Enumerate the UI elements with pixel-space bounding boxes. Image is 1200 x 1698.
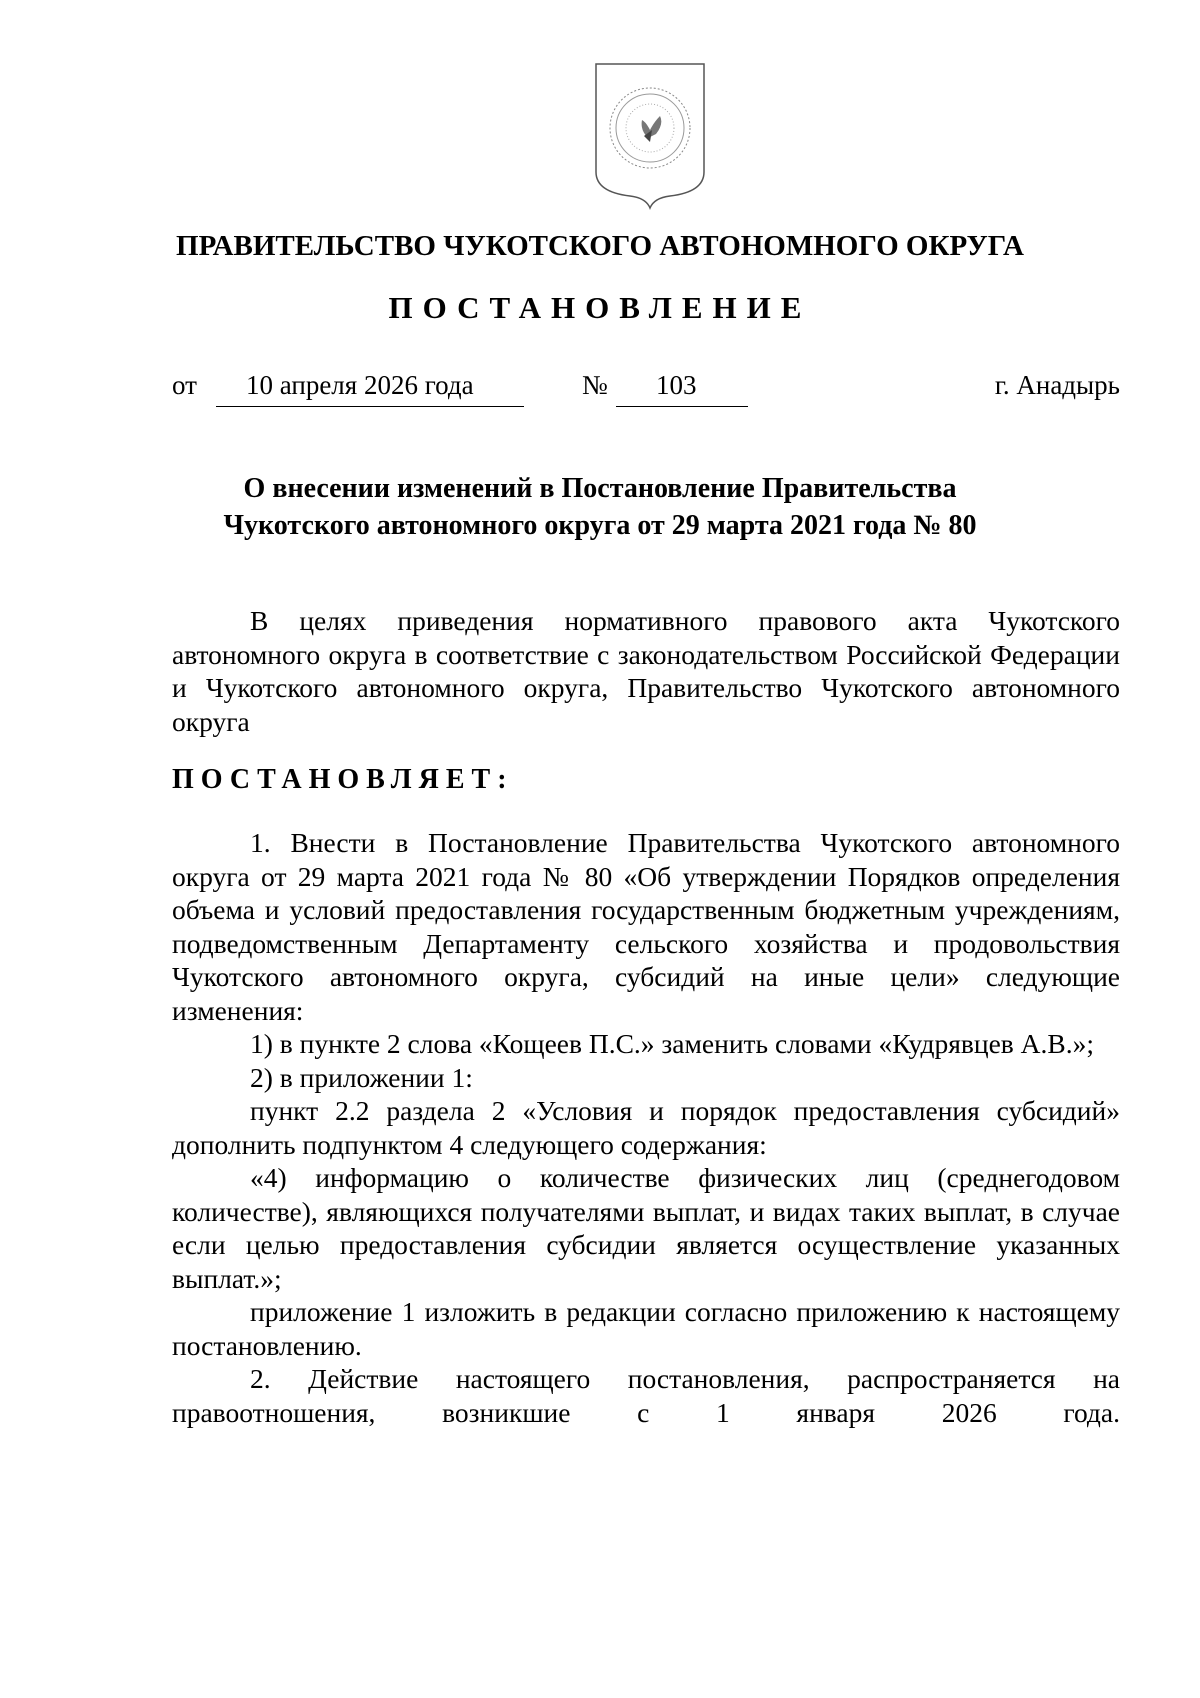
document-meta-row <box>172 370 1120 410</box>
preamble-block <box>172 604 1120 738</box>
preamble-paragraph: В целях приведения нормативного правового акта Чукотского автономного округа в соответствие с законодательством Российской Федерации и Чукотского автономного округа, Правительство Чукотского автономного округа <box>172 605 1120 737</box>
paragraph-appendix-1: приложение 1 изложить в редакции согласно приложению к настоящему постановлению. <box>172 1296 1120 1361</box>
number-label: № <box>582 370 608 400</box>
document-number: 103 <box>656 370 697 400</box>
subject-line-1: О внесении изменений в Постановление Правительства <box>243 473 957 504</box>
paragraph-quote-4: «4) информацию о количестве физических лиц (среднегодовом количестве), являющихся получателями выплат, и видах таких выплат, в случае если целью предоставления субсидии является осуществление указанных выплат.»; <box>172 1162 1120 1294</box>
paragraph-amend-2-2: пункт 2.2 раздела 2 «Условия и порядок предоставления субсидий» дополнить подпунктом 4 следующего содержания: <box>172 1095 1120 1160</box>
coat-of-arms-icon <box>590 60 710 210</box>
document-date: 10 апреля 2026 года <box>246 370 474 400</box>
date-label: от <box>172 370 197 400</box>
paragraph-2: 2. Действие настоящего постановления, распространяется на правоотношения, возникшие с 1 января 2026 года. <box>172 1363 1120 1428</box>
paragraph-1: 1. Внести в Постановление Правительства Чукотского автономного округа от 29 марта 2021 года № 80 «Об утверждении Порядков определения объема и условий предоставления государственным бюджетным учреждениям, подведомственным Департаменту сельского хозяйства и продовольствия Чукотского автономного округа, субсидий на иные цели» следующие изменения: <box>172 827 1120 1026</box>
document-subject <box>0 470 1200 544</box>
paragraph-1-1: 1) в пункте 2 слова «Кощеев П.С.» заменить словами «Кудрявцев А.В.»; <box>250 1028 1095 1059</box>
operative-block <box>172 826 1120 1429</box>
number-underline <box>616 406 748 407</box>
subject-line-2: Чукотского автономного округа от 29 марта 2021 года № 80 <box>223 510 977 541</box>
paragraph-1-2: 2) в приложении 1: <box>250 1061 473 1093</box>
date-underline <box>216 406 524 407</box>
document-type-title: ПОСТАНОВЛЕНИЕ <box>388 290 812 325</box>
organization-title: ПРАВИТЕЛЬСТВО ЧУКОТСКОГО АВТОНОМНОГО ОКРУГА <box>176 230 1024 262</box>
resolve-heading: ПОСТАНОВЛЯЕТ: <box>172 764 514 795</box>
document-place: г. Анадырь <box>994 370 1120 400</box>
